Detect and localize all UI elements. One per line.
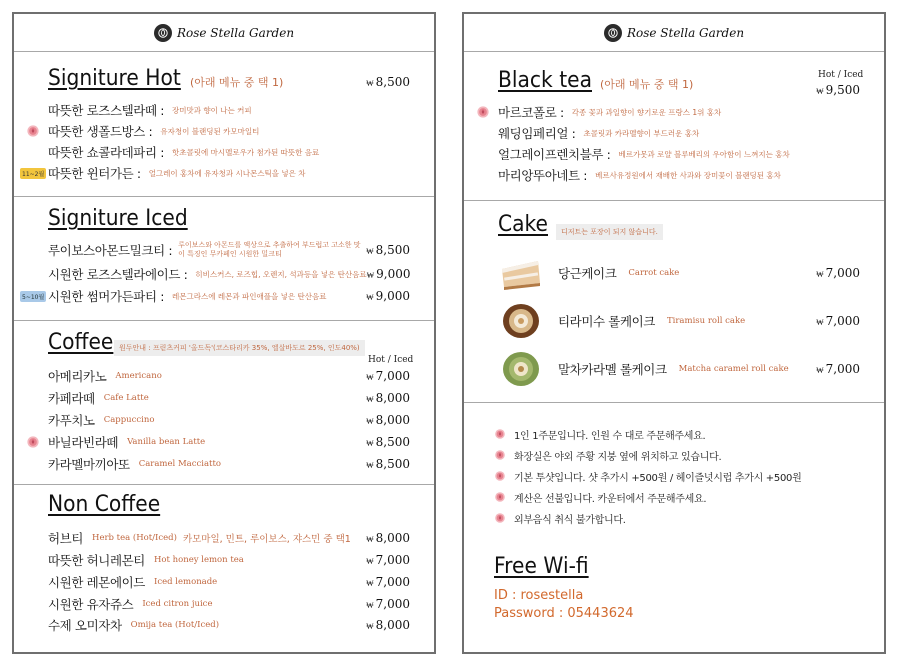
cake-notice-tag: 디저트는 포장이 되지 않습니다. <box>556 224 663 240</box>
price-value: 7,000 <box>375 553 410 567</box>
notice-text: 계산은 선불입니다. 카운터에서 주문해주세요. <box>514 493 707 505</box>
divider <box>464 402 884 403</box>
black-tea-price: ₩ 9,500 <box>816 83 860 97</box>
black-tea-note: (아래 메뉴 중 택 1) <box>600 78 694 91</box>
item-price <box>366 435 410 449</box>
item-name: 마리앙뚜아네트 : <box>498 168 588 183</box>
notice-text: 기본 투샷입니다. 샷 추가시 +500원 / 헤이즐넛시럽 추가시 +500원 <box>514 472 802 484</box>
item-price <box>366 618 410 632</box>
menu-item <box>48 240 410 260</box>
section-title-signature-hot: Signiture Hot <box>48 66 181 91</box>
notice-item <box>494 487 706 507</box>
item-price <box>366 243 410 257</box>
item-price <box>366 369 410 383</box>
price-value: 7,000 <box>375 575 410 589</box>
menu-item <box>48 121 410 141</box>
item-english-name: Iced citron juice <box>142 599 213 609</box>
won-symbol: ₩ <box>366 535 374 544</box>
menu-item <box>48 163 410 183</box>
item-name: 따뜻한 생폴드방스 : <box>48 124 153 139</box>
item-name: 따뜻한 허니레몬티 <box>48 553 145 568</box>
notice-item <box>494 508 626 528</box>
item-price <box>816 314 860 328</box>
wifi-id: ID : rosestella <box>494 588 584 603</box>
item-price <box>366 553 410 567</box>
item-description: 각종 꽃과 과일향이 향기로운 프랑스 1위 홍차 <box>571 107 722 117</box>
item-name: 따뜻한 쇼콜라데파리 : <box>48 145 165 160</box>
cake-image <box>498 253 544 293</box>
item-english-name: Cappuccino <box>103 415 155 425</box>
menu-item <box>48 594 410 614</box>
item-english-name: Americano <box>115 371 162 381</box>
item-price <box>816 362 860 376</box>
item-options: 카모마일, 민트, 루이보스, 쟈스민 중 택1 <box>182 534 351 545</box>
won-symbol: ₩ <box>366 622 374 631</box>
item-name: 바닐라빈라떼 <box>48 435 119 450</box>
wifi-title: Free Wi-fi <box>494 554 589 579</box>
season-badge: 11~2월 <box>20 168 46 179</box>
won-symbol: ₩ <box>366 271 375 280</box>
season-badge: 5~10월 <box>20 291 46 302</box>
item-name: 얼그레이프렌치블루 : <box>498 147 611 162</box>
menu-item <box>498 165 860 185</box>
item-name: 수제 오미자차 <box>48 618 122 633</box>
item-name: 시원한 레몬에이드 <box>48 575 145 590</box>
signature-hot-note: (아래 메뉴 중 택 1) <box>190 76 284 89</box>
rose-icon <box>494 428 506 440</box>
won-symbol: ₩ <box>816 366 824 375</box>
menu-item <box>48 264 410 284</box>
item-name: 당근케이크 <box>558 266 617 281</box>
section-title-non-coffee: Non Coffee <box>48 492 161 517</box>
brand-name: Rose Stella Garden <box>626 25 745 40</box>
coffee-hot-iced-label: Hot / Iced <box>368 355 414 365</box>
item-name: 허브티 <box>48 531 84 546</box>
menu-item <box>48 100 410 120</box>
item-price <box>366 575 410 589</box>
signature-hot-price: ₩ 8,500 <box>366 75 410 89</box>
item-name: 따뜻한 로즈스텔라떼 : <box>48 103 165 118</box>
cake-item <box>498 298 860 344</box>
item-name: 마르코폴로 : <box>498 105 564 120</box>
notice-text: 1인 1주문입니다. 인원 수 대로 주문해주세요. <box>514 430 706 442</box>
item-price <box>366 289 410 303</box>
item-description: 장미맛과 향이 나는 커피 <box>172 105 252 115</box>
rose-icon <box>476 105 490 119</box>
item-price <box>367 267 411 281</box>
cake-image <box>498 301 544 341</box>
cake-item <box>498 250 860 296</box>
rose-icon <box>494 449 506 461</box>
item-price <box>366 413 410 427</box>
price-value: 8,500 <box>375 435 410 449</box>
price-value: 8,500 <box>375 457 410 471</box>
tiramisu-roll-image <box>498 301 544 341</box>
won-symbol: ₩ <box>816 318 824 327</box>
price-value: 9,000 <box>375 289 410 303</box>
menu-item <box>48 366 410 386</box>
item-price <box>366 597 410 611</box>
item-description: 루이보스와 아몬드를 액상으로 추출하여 부드럽고 고소한 맛이 특징인 무카페인 시원한 밀크티 <box>178 241 361 258</box>
item-description: 초콜릿과 카라멜향이 부드러운 홍차 <box>583 128 700 138</box>
won-symbol: ₩ <box>366 601 374 610</box>
won-symbol: ₩ <box>366 461 374 470</box>
item-english-name: Omija tea (Hot/Iced) <box>130 620 220 630</box>
item-description: 베르사유정원에서 재배한 사과와 장미꽃이 블랜딩된 홍차 <box>595 170 781 180</box>
price-value: 8,500 <box>375 243 410 257</box>
won-symbol: ₩ <box>366 395 374 404</box>
price-value: 8,000 <box>375 618 410 632</box>
menu-item <box>48 615 410 635</box>
rose-logo-icon <box>154 24 172 42</box>
item-english-name: Cafe Latte <box>103 393 149 403</box>
notice-text: 외부음식 취식 불가합니다. <box>514 514 626 526</box>
price-value: 7,000 <box>825 314 860 328</box>
menu-item <box>48 528 410 548</box>
cake-image <box>498 349 544 389</box>
item-english-name: Iced lemonade <box>153 577 218 587</box>
menu-left-page <box>12 12 436 654</box>
black-tea-hot-iced-label: Hot / Iced <box>818 70 864 80</box>
menu-item <box>48 142 410 162</box>
notice-item <box>494 466 801 486</box>
price-value: 8,000 <box>375 413 410 427</box>
brand-header <box>464 14 884 52</box>
rose-icon <box>494 491 506 503</box>
carrot-cake-image <box>498 253 544 293</box>
item-name: 카라멜마끼아또 <box>48 457 130 472</box>
item-price <box>816 266 860 280</box>
item-name: 티라미수 롤케이크 <box>558 314 655 329</box>
item-name: 카푸치노 <box>48 413 95 428</box>
price-value: 7,000 <box>375 369 410 383</box>
notice-item <box>494 445 721 465</box>
menu-item <box>498 123 860 143</box>
price-value: 7,000 <box>825 266 860 280</box>
won-symbol: ₩ <box>366 439 374 448</box>
section-title-signature-iced: Signiture Iced <box>48 206 188 231</box>
section-title-cake: Cake <box>498 212 548 237</box>
item-english-name: Herb tea (Hot/Iced) <box>92 533 177 543</box>
item-description: 유자청이 블랜딩된 카모마일티 <box>160 126 260 136</box>
item-name: 아메리카노 <box>48 369 107 384</box>
notice-item <box>494 424 705 444</box>
menu-item <box>48 572 410 592</box>
menu-item <box>498 102 860 122</box>
won-symbol: ₩ <box>366 557 374 566</box>
item-english-name: Caramel Macciatto <box>138 459 221 469</box>
menu-right-page <box>462 12 886 654</box>
menu-item <box>48 410 410 430</box>
won-symbol: ₩ <box>366 247 374 256</box>
item-name: 따뜻한 윈터가든 : <box>48 166 141 181</box>
item-name: 카페라떼 <box>48 391 95 406</box>
item-name: 말차카라멜 롤케이크 <box>558 362 667 377</box>
notice-text: 화장실은 야외 주황 지붕 옆에 위치하고 있습니다. <box>514 451 722 463</box>
rose-icon <box>494 470 506 482</box>
item-description: 핫초콜릿에 마시멜로우가 첨가된 따뜻한 음료 <box>172 147 320 157</box>
rose-logo-icon <box>604 24 622 42</box>
rose-icon <box>494 512 506 524</box>
rose-icon <box>26 435 40 449</box>
price-value: 7,000 <box>375 597 410 611</box>
brand-name: Rose Stella Garden <box>176 25 295 40</box>
price-value: 7,000 <box>825 362 860 376</box>
item-name: 시원한 썸머가든파티 : <box>48 289 165 304</box>
price-value: 8,000 <box>375 391 410 405</box>
item-name: 웨딩임페리얼 : <box>498 126 576 141</box>
won-symbol: ₩ <box>366 293 374 302</box>
price-value: 9,000 <box>376 267 411 281</box>
item-english-name: Matcha caramel roll cake <box>678 364 789 374</box>
section-title-coffee: Coffee <box>48 330 114 355</box>
won-symbol: ₩ <box>816 270 824 279</box>
won-symbol: ₩ <box>366 373 374 382</box>
menu-item <box>48 286 410 306</box>
won-symbol: ₩ <box>366 417 374 426</box>
brand-header <box>14 14 434 52</box>
matcha-roll-image <box>498 349 544 389</box>
menu-item <box>498 144 860 164</box>
divider <box>14 196 434 197</box>
wifi-password: Password : 05443624 <box>494 606 634 621</box>
item-name: 시원한 로즈스텔라에이드 : <box>48 267 188 282</box>
menu-item <box>48 550 410 570</box>
rose-icon <box>26 124 40 138</box>
menu-item <box>48 432 410 452</box>
menu-item <box>48 454 410 474</box>
divider <box>14 484 434 485</box>
item-english-name: Hot honey lemon tea <box>153 555 244 565</box>
cake-item <box>498 346 860 392</box>
item-description: 레몬그라스에 레몬과 파인애플을 넣은 탄산음료 <box>172 291 327 301</box>
menu-item <box>48 388 410 408</box>
price-value: 8,000 <box>375 531 410 545</box>
item-description: 히비스커스, 로즈힙, 오렌지, 석과등을 넣은 탄산음료 <box>195 269 367 279</box>
divider <box>14 320 434 321</box>
won-symbol: ₩ <box>366 579 374 588</box>
item-english-name: Carrot cake <box>628 268 680 278</box>
item-name: 시원한 유자쥬스 <box>48 597 134 612</box>
section-title-black-tea: Black tea <box>498 68 592 93</box>
coffee-bean-tag: 원두안내 : 프릳츠커피 '올드독'(코스타리카 35%, 엘살바도르 25%, 인도40%) <box>114 340 365 356</box>
item-price <box>366 531 410 545</box>
divider <box>464 200 884 201</box>
item-price <box>366 391 410 405</box>
item-english-name: Tiramisu roll cake <box>666 316 746 326</box>
item-description: 베르가못과 로얄 블루베리의 우아함이 느껴지는 홍차 <box>618 149 790 159</box>
item-name: 루이보스아몬드밀크티 : <box>48 243 173 258</box>
item-description: 얼그레이 홍차에 유자청과 시나몬스틱을 넣은 차 <box>148 168 306 178</box>
item-english-name: Vanilla bean Latte <box>127 437 206 447</box>
item-price <box>366 457 410 471</box>
